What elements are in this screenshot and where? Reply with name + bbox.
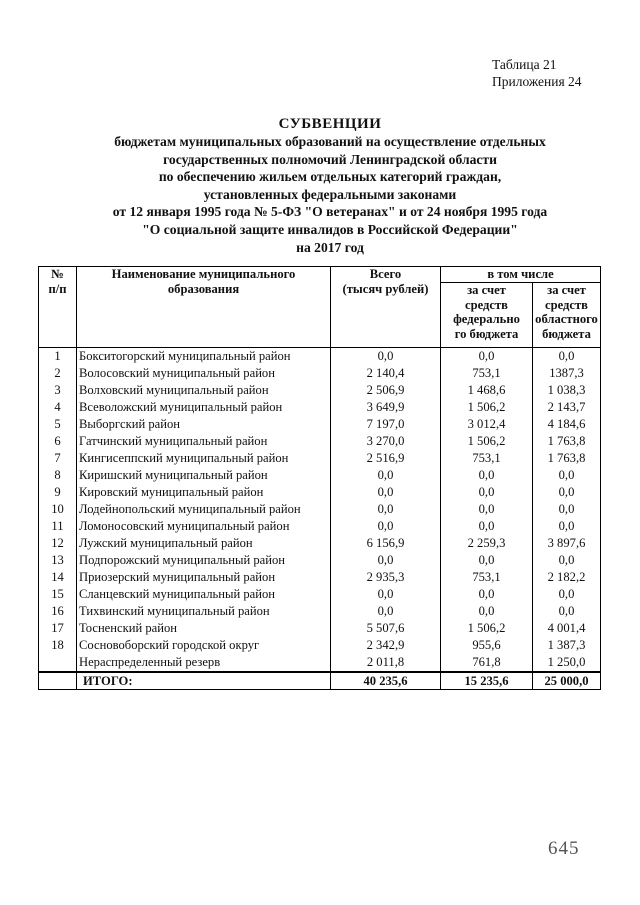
- row-federal: 0,0: [441, 467, 533, 484]
- table-row: [39, 467, 601, 484]
- row-federal: 1 468,6: [441, 382, 533, 399]
- row-name: Сланцевский муниципальный район: [77, 586, 331, 603]
- row-federal: 753,1: [441, 569, 533, 586]
- table-row: [39, 654, 601, 672]
- table-row: [39, 416, 601, 433]
- header-name: Наименование муниципального образования: [77, 267, 331, 348]
- row-name: Кингисеппский муниципальный район: [77, 450, 331, 467]
- row-total: 0,0: [331, 586, 441, 603]
- row-name: Сосновоборский городской округ: [77, 637, 331, 654]
- row-number: 17: [39, 620, 77, 637]
- row-federal: 753,1: [441, 450, 533, 467]
- row-number: 10: [39, 501, 77, 518]
- row-federal: 0,0: [441, 484, 533, 501]
- row-name: Тосненский район: [77, 620, 331, 637]
- table-row: [39, 518, 601, 535]
- title-line: "О социальной защите инвалидов в Российской Федерации": [142, 221, 518, 237]
- row-name: Ломоносовский муниципальный район: [77, 518, 331, 535]
- row-name: Всеволожский муниципальный район: [77, 399, 331, 416]
- table-row: [39, 569, 601, 586]
- title-line: установленных федеральными законами: [203, 186, 457, 202]
- row-total: 0,0: [331, 501, 441, 518]
- row-total: 3 649,9: [331, 399, 441, 416]
- row-federal: 0,0: [441, 501, 533, 518]
- title-line: на 2017 год: [296, 239, 364, 255]
- row-total: 5 507,6: [331, 620, 441, 637]
- table-row: [39, 637, 601, 654]
- row-total: 0,0: [331, 552, 441, 569]
- row-federal: 1 506,2: [441, 399, 533, 416]
- table-row: [39, 399, 601, 416]
- row-number: 15: [39, 586, 77, 603]
- row-number: 12: [39, 535, 77, 552]
- title-line: от 12 января 1995 года № 5-ФЗ "О ветеранах" и от 24 ноября 1995 года: [112, 204, 548, 220]
- row-name: Лужский муниципальный район: [77, 535, 331, 552]
- header-including: в том числе: [441, 267, 601, 283]
- row-total: 7 197,0: [331, 416, 441, 433]
- row-number: 7: [39, 450, 77, 467]
- title-line: по обеспечению жильем отдельных категорий граждан,: [158, 169, 502, 185]
- title-line: государственных полномочий Ленинградской области: [163, 151, 497, 167]
- row-regional: 0,0: [533, 603, 601, 620]
- row-number: 14: [39, 569, 77, 586]
- row-regional: 2 182,2: [533, 569, 601, 586]
- appendix-label: Приложения 24: [492, 74, 582, 89]
- row-regional: 0,0: [533, 467, 601, 484]
- row-number: 2: [39, 365, 77, 382]
- row-name: Лодейнопольский муниципальный район: [77, 501, 331, 518]
- subventions-table: [38, 266, 601, 690]
- row-federal: 1 506,2: [441, 433, 533, 450]
- row-name: Нераспределенный резерв: [77, 654, 331, 672]
- row-regional: 2 143,7: [533, 399, 601, 416]
- row-regional: 0,0: [533, 552, 601, 569]
- row-name: Кировский муниципальный район: [77, 484, 331, 501]
- table-row: [39, 586, 601, 603]
- table-row: [39, 382, 601, 399]
- table-row: [39, 450, 601, 467]
- row-regional: 0,0: [533, 348, 601, 366]
- row-number: 6: [39, 433, 77, 450]
- header-federal: за счет средств федерально го бюджета: [441, 283, 533, 348]
- table-row: [39, 433, 601, 450]
- row-name: Выборгский район: [77, 416, 331, 433]
- total-row: [39, 672, 601, 690]
- table-row: [39, 535, 601, 552]
- row-total: 0,0: [331, 603, 441, 620]
- row-federal: 2 259,3: [441, 535, 533, 552]
- header-regional: за счет средств областного бюджета: [533, 283, 601, 348]
- row-total: 2 506,9: [331, 382, 441, 399]
- row-federal: 0,0: [441, 348, 533, 366]
- row-regional: 1 763,8: [533, 450, 601, 467]
- title-line: бюджетам муниципальных образований на осуществление отдельных: [114, 134, 546, 149]
- row-number: 5: [39, 416, 77, 433]
- row-number: 11: [39, 518, 77, 535]
- total-regional: 25 000,0: [533, 672, 601, 690]
- row-number: 9: [39, 484, 77, 501]
- row-total: 0,0: [331, 518, 441, 535]
- row-name: Тихвинский муниципальный район: [77, 603, 331, 620]
- row-total: 2 935,3: [331, 569, 441, 586]
- row-federal: 1 506,2: [441, 620, 533, 637]
- row-total: 2 011,8: [331, 654, 441, 672]
- table-row: [39, 603, 601, 620]
- row-federal: 0,0: [441, 518, 533, 535]
- row-total: 6 156,9: [331, 535, 441, 552]
- table-row: [39, 552, 601, 569]
- row-total: 2 516,9: [331, 450, 441, 467]
- row-total: 3 270,0: [331, 433, 441, 450]
- row-number: 16: [39, 603, 77, 620]
- table-row: [39, 348, 601, 366]
- row-federal: 753,1: [441, 365, 533, 382]
- row-number: 3: [39, 382, 77, 399]
- row-regional: 4 001,4: [533, 620, 601, 637]
- row-regional: 4 184,6: [533, 416, 601, 433]
- page-number: 645: [548, 838, 580, 859]
- row-regional: 1387,3: [533, 365, 601, 382]
- table-row: [39, 484, 601, 501]
- row-federal: 0,0: [441, 586, 533, 603]
- row-regional: 1 387,3: [533, 637, 601, 654]
- row-number: 1: [39, 348, 77, 366]
- row-number: 4: [39, 399, 77, 416]
- row-name: Приозерский муниципальный район: [77, 569, 331, 586]
- row-total: 2 140,4: [331, 365, 441, 382]
- table-row: [39, 365, 601, 382]
- row-name: Гатчинский муниципальный район: [77, 433, 331, 450]
- row-regional: 1 038,3: [533, 382, 601, 399]
- row-regional: 0,0: [533, 484, 601, 501]
- total-num: [39, 672, 77, 690]
- row-total: 0,0: [331, 467, 441, 484]
- row-name: Волховский муниципальный район: [77, 382, 331, 399]
- row-federal: 0,0: [441, 603, 533, 620]
- total-label: ИТОГО:: [77, 672, 331, 690]
- row-regional: 1 763,8: [533, 433, 601, 450]
- total-federal: 15 235,6: [441, 672, 533, 690]
- table-row: [39, 620, 601, 637]
- row-federal: 3 012,4: [441, 416, 533, 433]
- row-number: 13: [39, 552, 77, 569]
- total-sum: 40 235,6: [331, 672, 441, 690]
- header-total: Всего (тысяч рублей): [331, 267, 441, 348]
- row-regional: 0,0: [533, 518, 601, 535]
- table-row: [39, 501, 601, 518]
- row-number: [39, 654, 77, 672]
- row-name: Киришский муниципальный район: [77, 467, 331, 484]
- row-total: 2 342,9: [331, 637, 441, 654]
- row-regional: 0,0: [533, 586, 601, 603]
- row-federal: 955,6: [441, 637, 533, 654]
- row-regional: 3 897,6: [533, 535, 601, 552]
- row-federal: 761,8: [441, 654, 533, 672]
- row-name: Волосовский муниципальный район: [77, 365, 331, 382]
- row-name: Бокситогорский муниципальный район: [77, 348, 331, 366]
- row-number: 8: [39, 467, 77, 484]
- row-regional: 1 250,0: [533, 654, 601, 672]
- row-total: 0,0: [331, 484, 441, 501]
- table-reference: [492, 56, 582, 90]
- header-num: № п/п: [39, 267, 77, 348]
- row-number: 18: [39, 637, 77, 654]
- title-main: СУБВЕНЦИИ: [278, 116, 382, 132]
- row-total: 0,0: [331, 348, 441, 366]
- row-federal: 0,0: [441, 552, 533, 569]
- document-title: [60, 115, 600, 256]
- table-label: Таблица 21: [492, 57, 557, 72]
- row-regional: 0,0: [533, 501, 601, 518]
- row-name: Подпорожский муниципальный район: [77, 552, 331, 569]
